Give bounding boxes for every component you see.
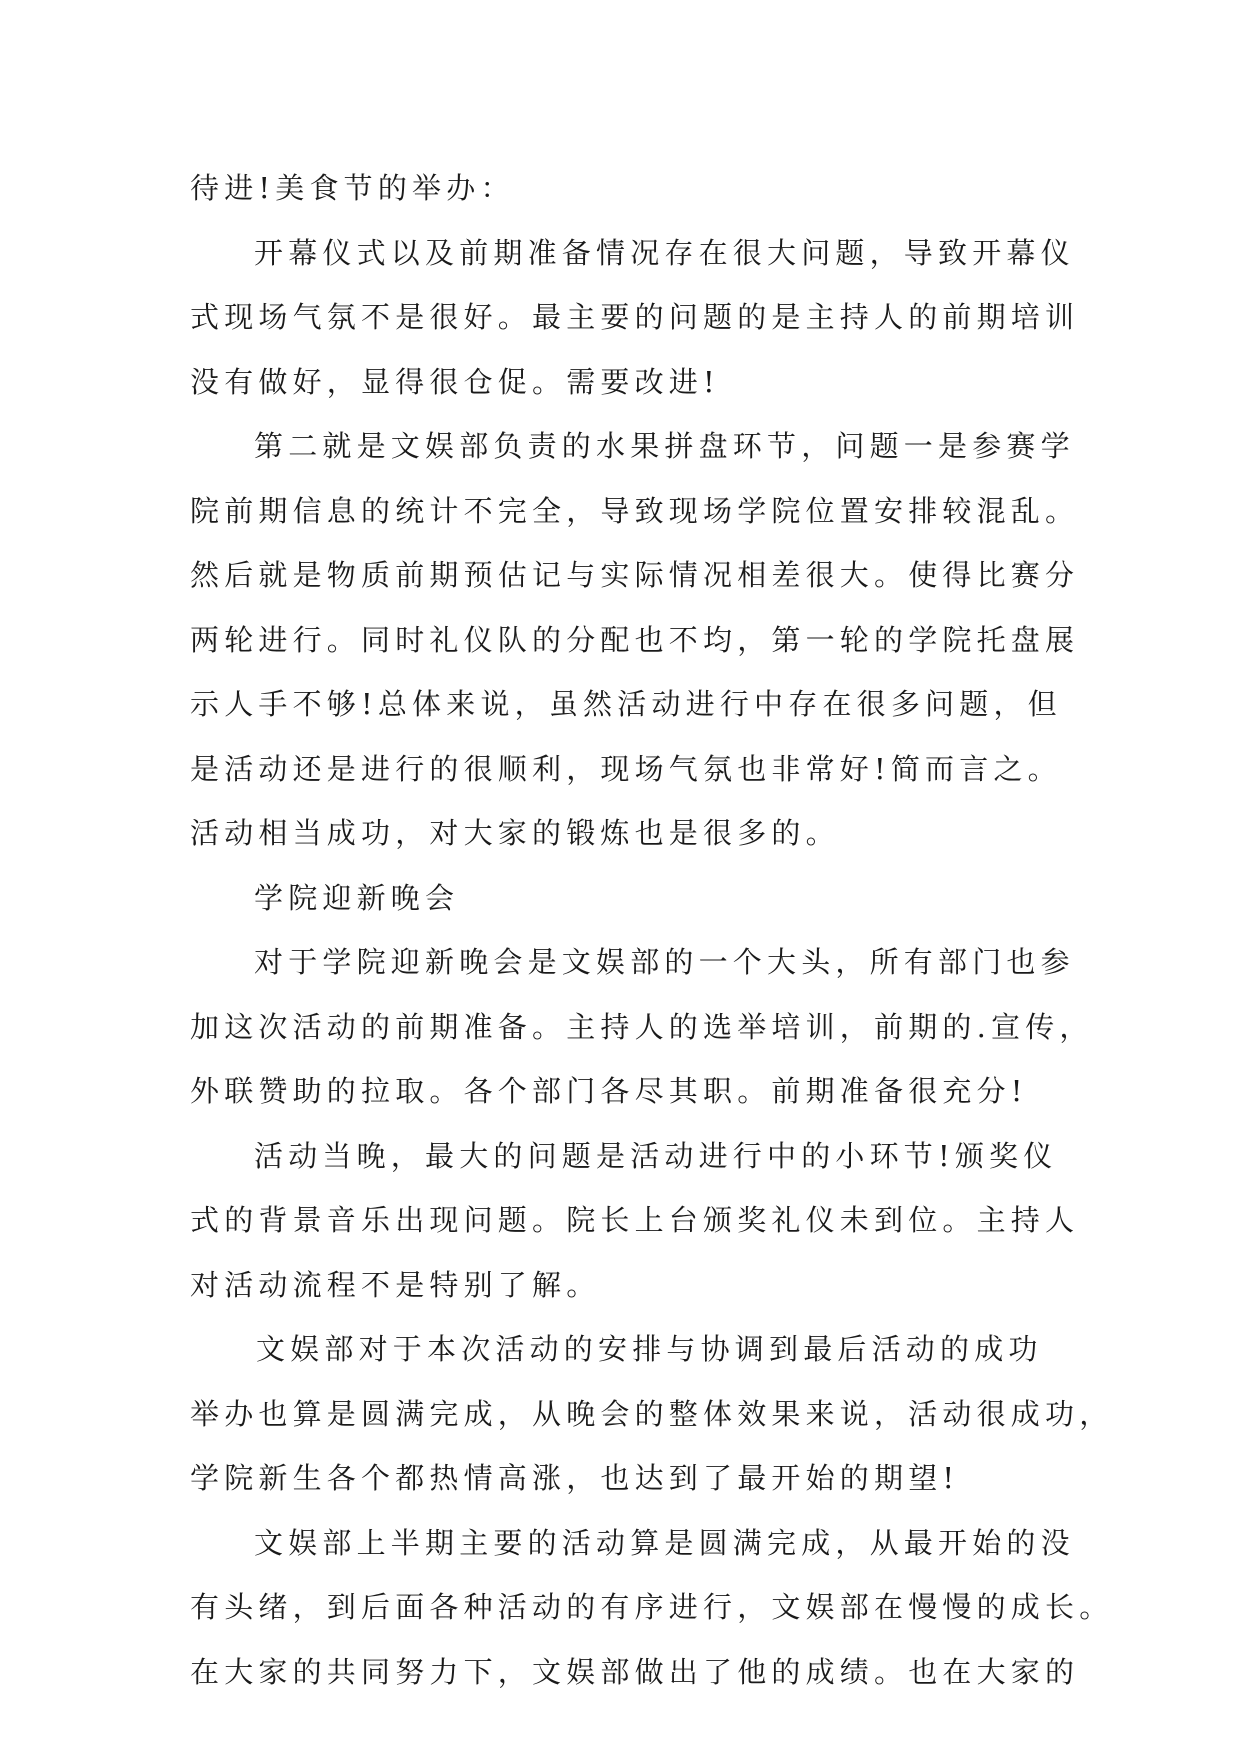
paragraph-start-line: 活动当晚，最大的问题是活动进行中的小环节!颁奖仪 (254, 1138, 1058, 1173)
body-text (190, 156, 1114, 1704)
text-line: 活动相当成功，对大家的锻炼也是很多的。 (190, 816, 840, 850)
text-line: 两轮进行。同时礼仪队的分配也不均，第一轮的学院托盘展 (190, 622, 1080, 657)
text-line: 示人手不够!总体来说，虽然活动进行中存在很多问题，但 (190, 687, 1062, 721)
paragraph-start-line: 第二就是文娱部负责的水果拼盘环节，问题一是参赛学 (254, 429, 1075, 463)
paragraph-start-line: 对于学院迎新晚会是文娱部的一个大头，所有部门也参 (254, 945, 1075, 979)
text-line: 院前期信息的统计不完全，导致现场学院位置安排较混乱。 (190, 493, 1080, 528)
text-line: 式现场气氛不是很好。最主要的问题的是主持人的前期培训 (190, 300, 1080, 334)
text-line: 没有做好，显得很仓促。需要改进! (190, 364, 720, 399)
text-line: 是活动还是进行的很顺利，现场气氛也非常好!简而言之。 (190, 751, 1062, 786)
text-line: 待进!美食节的举办： (190, 171, 515, 205)
text-line: 有头绪，到后面各种活动的有序进行，文娱部在慢慢的成长。 (190, 1590, 1114, 1624)
text-line: 然后就是物质前期预估记与实际情况相差很大。使得比赛分 (190, 558, 1080, 592)
paragraph-start-line: 文娱部对于本次活动的安排与协调到最后活动的成功 (256, 1332, 1043, 1366)
text-line: 举办也算是圆满完成，从晚会的整体效果来说，活动很成功， (190, 1396, 1114, 1431)
text-line: 对活动流程不是特别了解。 (190, 1267, 601, 1302)
section-heading: 学院迎新晚会 (254, 880, 460, 915)
text-line: 式的背景音乐出现问题。院长上台颁奖礼仪未到位。主持人 (190, 1203, 1080, 1237)
text-line: 加这次活动的前期准备。主持人的选举培训，前期的.宣传， (190, 1009, 1094, 1044)
text-line: 学院新生各个都热情高涨，也达到了最开始的期望! (190, 1461, 960, 1495)
paragraph-start-line: 开幕仪式以及前期准备情况存在很大问题，导致开幕仪 (254, 235, 1075, 270)
text-line: 在大家的共同努力下，文娱部做出了他的成绩。也在大家的 (190, 1654, 1080, 1689)
paragraph-start-line: 文娱部上半期主要的活动算是圆满完成，从最开始的没 (254, 1525, 1075, 1560)
text-line: 外联赞助的拉取。各个部门各尽其职。前期准备很充分! (190, 1074, 1028, 1108)
